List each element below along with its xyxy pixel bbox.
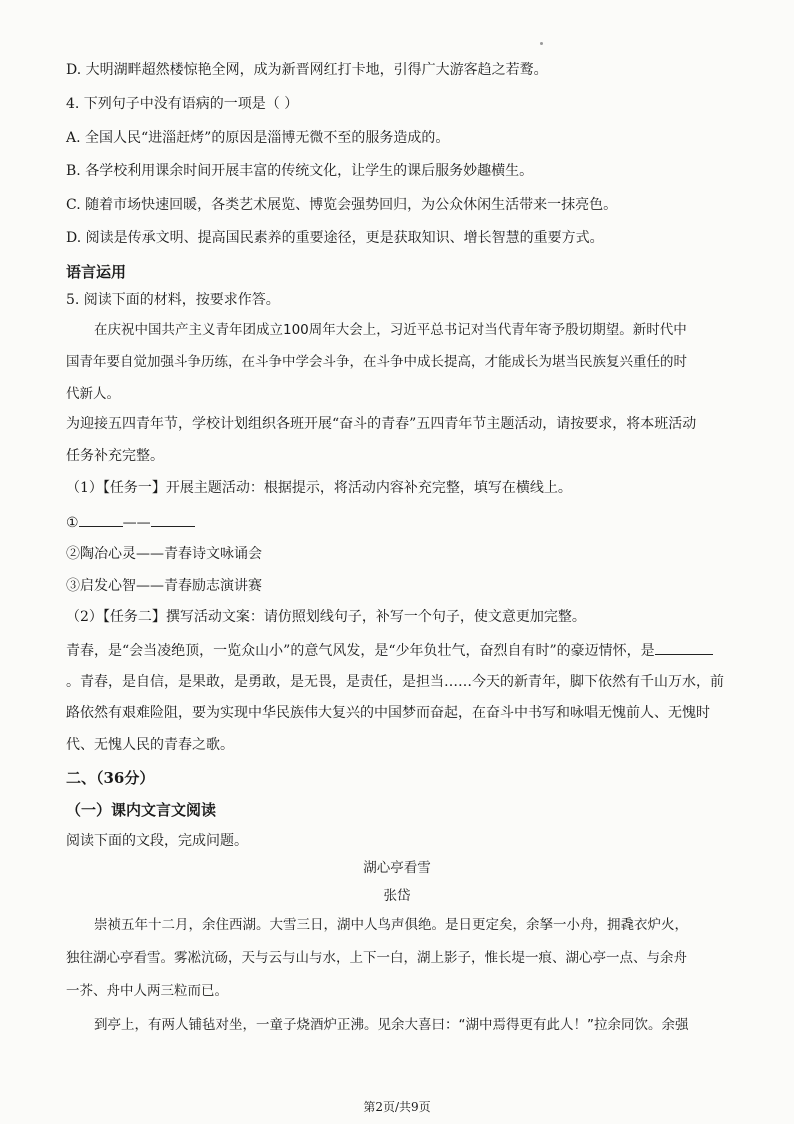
material-line-3: 代新人。 (66, 386, 120, 402)
option-a-q4: A. 全国人民“进淄赶烤”的原因是淄博无微不至的服务造成的。 (66, 130, 450, 146)
reading-instruction: 阅读下面的文段，完成问题。 (66, 833, 248, 849)
youth-line-2: 。青春，是自信，是果敢，是勇敢，是无畏，是责任，是担当……今天的新青年，脚下依然有千山万水，前 (66, 674, 724, 690)
item-2: ②陶冶心灵——青春诗文咏诵会 (66, 546, 262, 562)
page-number: 第2页/共9页 (363, 1100, 431, 1114)
section-heading-language: 语言运用 (66, 263, 127, 281)
answer-blank-3[interactable] (655, 640, 713, 655)
passage-line-2: 独往湖心亭看雪。雾凇沆砀，天与云与山与水，上下一白，湖上影子，惟长堤一痕、湖心亭一点、与余舟 (66, 950, 687, 966)
youth-line-1-text: 青春，是“会当凌绝顶，一览众山小”的意气风发，是“少年负壮气，奋烈自有时”的豪迈情怀，是 (66, 643, 655, 659)
passage-line-3: 一芥、舟中人两三粒而已。 (66, 983, 228, 999)
item-1-dash: —— (122, 515, 151, 531)
youth-line-4: 代、无愧人民的青春之歌。 (66, 737, 234, 753)
item-1-number: ① (66, 515, 79, 531)
passage-title: 湖心亭看雪 (363, 860, 431, 876)
task-intro-line-2: 任务补充完整。 (66, 448, 164, 464)
part-2-1-heading: （一）课内文言文阅读 (66, 801, 217, 819)
option-d-q3: D. 大明湖畔超然楼惊艳全网，成为新晋网红打卡地，引得广大游客趋之若鹜。 (66, 62, 548, 78)
option-b-q4: B. 各学校利用课余时间开展丰富的传统文化，让学生的课后服务妙趣横生。 (66, 163, 534, 179)
option-d-q4: D. 阅读是传承文明、提高国民素养的重要途径，更是获取知识、增长智慧的重要方式。 (66, 230, 604, 246)
item-3: ③启发心智——青春励志演讲赛 (66, 578, 262, 594)
answer-blank-2[interactable] (151, 512, 195, 527)
part-2-heading: 二、（36分） (66, 769, 155, 787)
material-line-2: 国青年要自觉加强斗争历练，在斗争中学会斗争，在斗争中成长提高，才能成长为堪当民族复兴重任的时 (66, 354, 687, 370)
youth-line-1 (66, 640, 734, 661)
youth-line-3: 路依然有艰难险阻，要为实现中华民族伟大复兴的中国梦而奋起，在奋斗中书写和咏唱无愧前人、无愧时 (66, 705, 710, 721)
scan-speck (540, 42, 543, 45)
passage-author: 张岱 (383, 888, 411, 904)
passage-line-4: 到亭上，有两人铺毡对坐，一童子烧酒炉正沸。见余大喜曰：“湖中焉得更有此人！”拉余同饮。余强 (94, 1017, 689, 1033)
task-intro-line-1: 为迎接五四青年节，学校计划组织各班开展“奋斗的青春”五四青年节主题活动，请按要求，将本班活动 (66, 416, 697, 432)
task-1: （1）【任务一】开展主题活动：根据提示，将活动内容补充完整，填写在横线上。 (66, 480, 572, 496)
passage-line-1: 崇祯五年十二月，余住西湖。大雪三日，湖中人鸟声俱绝。是日更定矣，余拏一小舟，拥毳衣炉火， (94, 917, 688, 933)
task-2: （2）【任务二】撰写活动文案：请仿照划线句子，补写一个句子，使文意更加完整。 (66, 609, 586, 625)
question-4: 4. 下列句子中没有语病的一项是（ ） (66, 96, 299, 112)
option-c-q4: C. 随着市场快速回暖，各类艺术展览、博览会强势回归，为公众休闲生活带来一抹亮色。 (66, 197, 618, 213)
question-5: 5. 阅读下面的材料，按要求作答。 (66, 292, 280, 308)
answer-blank-1[interactable] (79, 512, 123, 527)
material-line-1: 在庆祝中国共产主义青年团成立100周年大会上，习近平总书记对当代青年寄予殷切期望。新时代中 (94, 322, 687, 338)
item-1 (66, 512, 734, 533)
